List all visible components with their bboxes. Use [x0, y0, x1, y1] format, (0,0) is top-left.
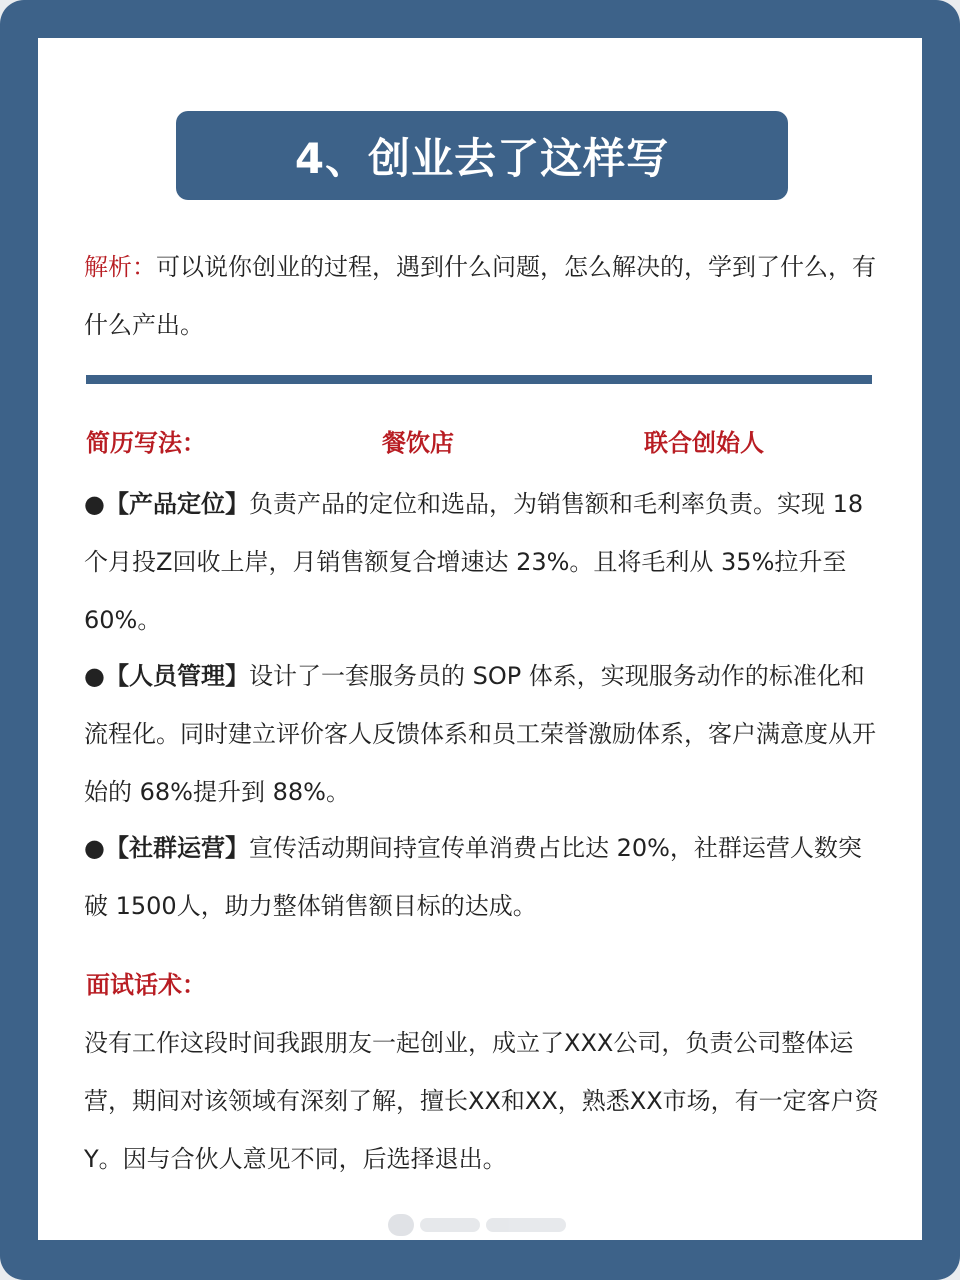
- bullet-heading: 【人员管理】: [104, 662, 249, 690]
- interview-label: 面试话术：: [86, 971, 206, 999]
- content-card: [38, 38, 922, 1240]
- bullet-text: 宣传活动期间持宣传单消费占比达 20%，社群运营人数突破 1500人，助力整体销售额目标的达成。: [84, 834, 862, 920]
- watermark-bar: [420, 1218, 480, 1232]
- resume-industry: 餐饮店: [382, 429, 454, 457]
- bullet-text: 负责产品的定位和选品，为销售额和毛利率负责。实现 18 个月投Z回收上岸，月销售额复合增速达 23%。且将毛利从 35%拉升至 60%。: [84, 490, 864, 634]
- bullet-product-positioning: [84, 475, 884, 649]
- section-divider: [86, 375, 872, 384]
- interview-paragraph: 没有工作这段时间我跟朋友一起创业，成立了XXX公司，负责公司整体运营，期间对该领域有深刻了解，擅长XX和XX，熟悉XX市场，有一定客户资Y。因与合伙人意见不同，后选择退出。: [84, 1029, 879, 1173]
- resume-role: 联合创始人: [644, 429, 764, 457]
- analysis-paragraph: [84, 238, 884, 354]
- bullet-staff-management: [84, 647, 884, 821]
- bullet-heading: 【产品定位】: [104, 490, 249, 518]
- analysis-text: 可以说你创业的过程，遇到什么问题，怎么解决的，学到了什么，有什么产出。: [84, 253, 876, 339]
- watermark-logo-icon: [388, 1214, 414, 1236]
- bullet-dot: ●: [84, 490, 105, 518]
- watermark-graphic: [388, 1212, 568, 1238]
- watermark-bar: [486, 1218, 566, 1232]
- bullet-heading: 【社群运营】: [104, 834, 249, 862]
- bullet-text: 设计了一套服务员的 SOP 体系，实现服务动作的标准化和流程化。同时建立评价客人反馈体系和员工荣誉激励体系，客户满意度从开始的 68%提升到 88%。: [84, 662, 876, 806]
- bullet-community-operation: [84, 819, 884, 935]
- bullet-dot: ●: [84, 662, 105, 690]
- resume-label: 简历写法：: [86, 429, 206, 457]
- bullet-dot: ●: [84, 834, 105, 862]
- page-title: 4、创业去了这样写: [176, 111, 788, 200]
- analysis-label: 解析：: [84, 253, 156, 281]
